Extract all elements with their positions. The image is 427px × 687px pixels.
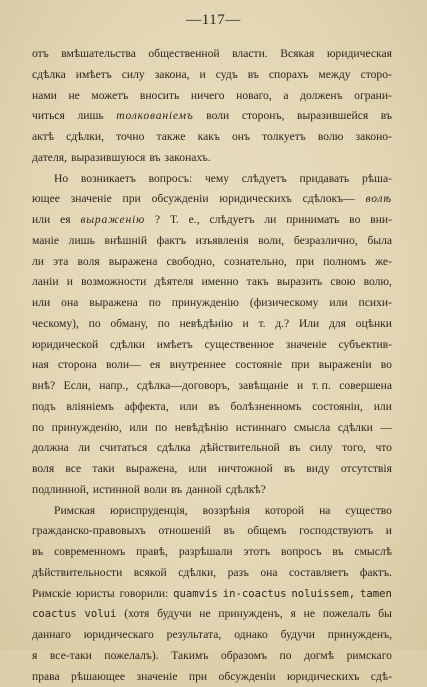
- word: ная: [32, 355, 49, 376]
- word: вопросъ: [281, 542, 321, 563]
- word: во: [381, 355, 392, 376]
- word: общественной: [148, 44, 219, 65]
- word: обману,: [110, 314, 148, 335]
- word: будучи: [157, 604, 191, 625]
- word: чему: [205, 169, 229, 190]
- word: подъ: [32, 397, 56, 418]
- word: сдѣлки: [338, 418, 373, 439]
- word: Всякая: [280, 44, 314, 65]
- word: въ: [32, 542, 43, 563]
- word: значеніе: [136, 667, 177, 687]
- word: tamen: [360, 584, 392, 605]
- word: въ: [171, 480, 182, 501]
- word: отъ: [32, 44, 49, 65]
- word: сдѣлка: [32, 65, 66, 86]
- word: выражена: [89, 293, 138, 314]
- word: вліяніемъ: [66, 397, 114, 418]
- word: изъявленія: [196, 231, 249, 252]
- word: по: [149, 293, 161, 314]
- word: онъ: [232, 127, 250, 148]
- word: напр.,: [99, 376, 128, 397]
- word: силу: [122, 65, 145, 86]
- word: должна: [32, 438, 69, 459]
- text-line: [32, 459, 392, 480]
- word: въ: [284, 459, 295, 480]
- word: или: [129, 418, 147, 439]
- word: психи-: [359, 293, 392, 314]
- word: которой: [265, 501, 304, 522]
- word: выражена,: [126, 459, 177, 480]
- word: бы: [378, 604, 392, 625]
- word: а: [283, 86, 288, 107]
- word: субъектив-: [339, 335, 392, 356]
- word: для: [329, 314, 346, 335]
- text-line: [32, 584, 392, 605]
- text-line: [32, 44, 392, 65]
- word: невѣдѣнію: [175, 418, 228, 439]
- word: она: [61, 293, 78, 314]
- text-line: [32, 376, 392, 397]
- word: сдѣлки: [110, 335, 145, 356]
- word: совершена: [339, 376, 392, 397]
- text-line: [32, 521, 392, 542]
- word: точно: [116, 127, 144, 148]
- text-line: [32, 148, 392, 169]
- word: права: [32, 667, 60, 687]
- word: будучи: [281, 625, 315, 646]
- word: вносить: [140, 86, 179, 107]
- word: правѣ,: [136, 542, 168, 563]
- text-line: [32, 169, 392, 190]
- word: юриспруденція,: [110, 501, 188, 522]
- text-line: [32, 252, 392, 273]
- word: же-: [375, 252, 392, 273]
- word: volui: [84, 604, 116, 625]
- word: была: [367, 231, 392, 252]
- word: я: [290, 604, 295, 625]
- word: читься: [32, 106, 65, 127]
- word: принужденію,: [52, 418, 122, 439]
- word: ея: [60, 210, 70, 231]
- word: дѣйствительной: [200, 438, 280, 459]
- text-line: [32, 667, 392, 687]
- word: говорили:: [120, 584, 169, 605]
- word: я: [32, 646, 37, 667]
- word: между: [318, 65, 350, 86]
- word: coactus: [32, 604, 77, 625]
- text-line: [32, 314, 392, 335]
- word: не: [304, 604, 315, 625]
- emphasized-word: волѣ: [366, 189, 392, 210]
- word: маніе: [32, 231, 59, 252]
- word: вмѣшательства: [61, 44, 136, 65]
- word: болѣзненномъ: [231, 397, 302, 418]
- word: можетъ: [91, 86, 128, 107]
- text-line: [32, 563, 392, 584]
- word: существенное: [205, 335, 274, 356]
- word: сторонъ,: [242, 106, 285, 127]
- text-line: [32, 106, 392, 127]
- word: юридическая: [327, 44, 392, 65]
- word: сдѣлкѣ?: [226, 480, 266, 501]
- word: noluissem,: [291, 584, 355, 605]
- word: въ: [209, 397, 220, 418]
- text-line: [32, 604, 392, 625]
- word: таки: [92, 459, 114, 480]
- word: состояніи,: [312, 397, 363, 418]
- word: дѣятеля: [155, 272, 194, 293]
- word: всякой: [134, 563, 167, 584]
- word: Или: [299, 314, 319, 335]
- word: сдѣлокъ—: [303, 189, 355, 210]
- word: ничтожной: [218, 459, 273, 480]
- word: въ: [381, 106, 392, 127]
- word: лишь: [77, 106, 103, 127]
- word: на: [319, 501, 330, 522]
- word: сторона: [58, 355, 97, 376]
- word: рѣша-: [362, 169, 392, 190]
- word: воли,: [258, 231, 284, 252]
- word: вни-: [370, 210, 392, 231]
- word: этотъ: [244, 542, 271, 563]
- word: полномъ: [323, 252, 366, 273]
- word: внѣ?: [32, 376, 55, 397]
- word: не: [68, 86, 79, 107]
- word: или: [374, 397, 392, 418]
- word: или: [32, 210, 50, 231]
- word: господствуютъ: [299, 521, 373, 542]
- word: придавать: [299, 169, 349, 190]
- word: (хотя: [124, 604, 149, 625]
- word: однако: [234, 625, 268, 646]
- word: данной: [186, 480, 221, 501]
- word: значеніе: [71, 189, 112, 210]
- word: Такимъ: [171, 646, 208, 667]
- text-line: [32, 397, 392, 418]
- word: внутреннее: [170, 355, 226, 376]
- word: рѣшающее: [71, 667, 125, 687]
- word: ческому),: [32, 314, 79, 335]
- word: принужденію: [172, 293, 239, 314]
- word: современномъ: [54, 542, 125, 563]
- word: считаться: [100, 438, 148, 459]
- word: волю: [318, 127, 344, 148]
- text-line: [32, 438, 392, 459]
- word: по: [155, 418, 167, 439]
- text-line: [32, 272, 392, 293]
- word: существо: [345, 501, 392, 522]
- word: разрѣшали: [179, 542, 233, 563]
- word: оцѣнки: [356, 314, 392, 335]
- word: Т.: [170, 210, 179, 231]
- word: власти.: [232, 44, 268, 65]
- word: актѣ: [32, 127, 54, 148]
- word: виду: [306, 459, 329, 480]
- word: слѣдуетъ: [242, 169, 287, 190]
- word: и: [297, 376, 303, 397]
- text-line: [32, 189, 392, 210]
- word: сторо-: [361, 65, 392, 86]
- word: истинной: [93, 480, 140, 501]
- word: и: [200, 65, 206, 86]
- word: т.: [258, 314, 265, 335]
- word: ланіи: [32, 272, 59, 293]
- word: внѣшній: [105, 231, 148, 252]
- word: при: [189, 667, 207, 687]
- word: аффекта,: [125, 397, 169, 418]
- word: нами: [32, 86, 57, 107]
- word: ли: [78, 438, 90, 459]
- word: ея: [150, 355, 160, 376]
- word: даннаго: [32, 625, 71, 646]
- word: принужденъ,: [328, 625, 392, 646]
- text-line: [32, 355, 392, 376]
- word: невѣдѣнію: [179, 314, 232, 335]
- text-line: [32, 480, 392, 501]
- word: и: [386, 521, 392, 542]
- word: также: [157, 127, 186, 148]
- word: разъ: [228, 563, 249, 584]
- word: или: [180, 397, 198, 418]
- word: —: [380, 418, 392, 439]
- word: дѣйствительности: [32, 563, 122, 584]
- word: фактъ.: [360, 563, 392, 584]
- word: во: [349, 210, 360, 231]
- text-line: [32, 646, 392, 667]
- word: или: [188, 459, 206, 480]
- word: принимать: [286, 210, 339, 231]
- word: юридическихъ: [219, 189, 291, 210]
- word: не: [199, 604, 210, 625]
- word: при: [123, 189, 141, 210]
- word: въ: [289, 438, 300, 459]
- word: толкуетъ: [262, 127, 306, 148]
- word: долженъ: [300, 86, 343, 107]
- word: воли: [206, 106, 229, 127]
- word: ли: [32, 252, 44, 273]
- word: свободно,: [166, 252, 215, 273]
- word: именно: [202, 272, 239, 293]
- word: при: [291, 355, 309, 376]
- word: спорахъ: [269, 65, 308, 86]
- word: отношеній: [158, 521, 210, 542]
- word: (физическому: [250, 293, 319, 314]
- word: по: [280, 646, 292, 667]
- word: догмѣ: [304, 646, 334, 667]
- word: результата,: [167, 625, 222, 646]
- word: Римская: [54, 501, 95, 522]
- word: воля: [78, 252, 100, 273]
- word: какъ: [198, 127, 220, 148]
- page-number: —117—: [0, 12, 427, 29]
- word: такъ: [247, 272, 269, 293]
- word: законо-: [356, 127, 392, 148]
- word: юридической: [32, 335, 98, 356]
- word: т. п.: [312, 376, 331, 397]
- word: принужденъ,: [218, 604, 282, 625]
- word: выражена: [109, 252, 158, 273]
- word: составляетъ: [289, 563, 348, 584]
- text-line: [32, 127, 392, 148]
- word: юридическихъ: [287, 667, 359, 687]
- word: выразившейся: [297, 106, 368, 127]
- word: дателя,: [32, 148, 67, 169]
- word: гражданско-правовыхъ: [32, 521, 146, 542]
- word: выразить: [277, 272, 322, 293]
- body-text: [32, 44, 392, 687]
- word: quamvis: [173, 584, 218, 605]
- word: сдѣлка—договоръ,: [137, 376, 230, 397]
- word: лишь: [69, 231, 95, 252]
- text-line: [32, 231, 392, 252]
- text-line: [32, 542, 392, 563]
- word: Если,: [64, 376, 91, 397]
- word: въ: [224, 521, 235, 542]
- word: образомъ: [221, 646, 267, 667]
- word: римскаго: [347, 646, 392, 667]
- word: силу: [310, 438, 333, 459]
- word: отсутствія: [341, 459, 392, 480]
- word: сдѣлки,: [66, 127, 104, 148]
- word: ющее: [32, 189, 60, 210]
- word: свою: [330, 272, 355, 293]
- word: эта: [53, 252, 68, 273]
- word: при: [296, 252, 314, 273]
- word: сознательно,: [224, 252, 287, 273]
- word: in-coactus: [223, 584, 287, 605]
- word: пожелалъ: [323, 604, 371, 625]
- word: вопросъ:: [149, 169, 193, 190]
- word: волю,: [364, 272, 392, 293]
- word: по: [158, 314, 170, 335]
- word: того,: [342, 438, 366, 459]
- word: Но: [54, 169, 68, 190]
- word: юридическаго: [84, 625, 154, 646]
- word: въ: [248, 65, 259, 86]
- word: Римскіе: [32, 584, 71, 605]
- word: въ: [332, 542, 343, 563]
- word: судъ: [216, 65, 238, 86]
- word: значеніе: [286, 335, 327, 356]
- word: общемъ: [247, 521, 286, 542]
- word: юристы: [76, 584, 115, 605]
- emphasized-word: толкованіемъ: [116, 106, 193, 127]
- word: возникаетъ: [81, 169, 136, 190]
- word: фактъ: [157, 231, 186, 252]
- word: возможности: [81, 272, 146, 293]
- word: сдѣ-: [371, 667, 392, 687]
- text-line: [32, 335, 392, 356]
- word: новаго,: [236, 86, 272, 107]
- word: сдѣлка: [157, 438, 191, 459]
- word: что: [375, 438, 392, 459]
- word: сдѣлки,: [178, 563, 216, 584]
- text-line: [32, 86, 392, 107]
- word: состояніе: [235, 355, 282, 376]
- emphasized-word: выраженію: [80, 210, 145, 231]
- word: смысла: [294, 418, 330, 439]
- text-line: [32, 501, 392, 522]
- word: ничего: [191, 86, 225, 107]
- word: воли—: [106, 355, 141, 376]
- text-line: [32, 625, 392, 646]
- word: ?: [155, 210, 160, 231]
- text-line: [32, 210, 392, 231]
- word: истиннаго: [236, 418, 286, 439]
- word: закона,: [155, 65, 190, 86]
- word: воли: [144, 480, 167, 501]
- word: или: [329, 293, 347, 314]
- word: подлинной,: [32, 480, 89, 501]
- word: воззрѣнія: [203, 501, 250, 522]
- text-line: [32, 418, 392, 439]
- text-line: [32, 65, 392, 86]
- word: смыслѣ: [354, 542, 392, 563]
- word: выраженіи: [319, 355, 372, 376]
- word: слѣдуетъ: [209, 210, 254, 231]
- text-line: [32, 293, 392, 314]
- word: законахъ.: [165, 148, 211, 169]
- word: имѣетъ: [157, 335, 193, 356]
- word: и: [67, 272, 73, 293]
- word: въ: [149, 148, 160, 169]
- word: все: [65, 459, 81, 480]
- word: е.,: [189, 210, 200, 231]
- word: обсужденіи: [219, 667, 276, 687]
- word: она: [260, 563, 277, 584]
- word: имѣетъ: [76, 65, 112, 86]
- word: все-таки: [50, 646, 92, 667]
- word: по: [89, 314, 101, 335]
- word: выразившуюся: [71, 148, 145, 169]
- word: безразлично,: [294, 231, 358, 252]
- word: завѣщаніе: [238, 376, 288, 397]
- word: ограни-: [354, 86, 392, 107]
- word: обсужденіи: [152, 189, 209, 210]
- word: д.?: [275, 314, 289, 335]
- word: ли: [264, 210, 276, 231]
- word: воля: [32, 459, 54, 480]
- word: и: [243, 314, 249, 335]
- word: по: [32, 418, 44, 439]
- word: пожелалъ).: [104, 646, 158, 667]
- word: или: [32, 293, 50, 314]
